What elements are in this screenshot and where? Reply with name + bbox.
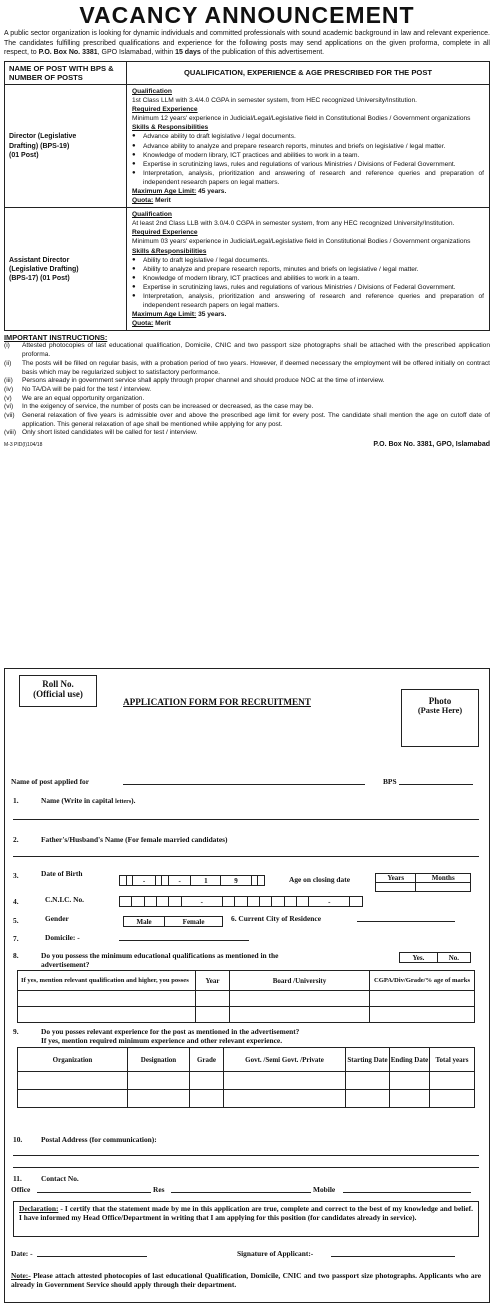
instruction-number: (ii) [4,359,12,367]
exp-header: Ending Date [390,1048,430,1072]
dob-digit[interactable] [120,876,127,886]
qualification-heading: Qualification [132,211,172,219]
office-label: Office [11,1185,31,1194]
dob-digit[interactable] [251,876,258,886]
instruction-text: In the exigency of service, the number of posts can be increased or decreased, as the case may be. [22,403,314,411]
table-row[interactable] [18,1007,475,1023]
declaration-label: Declaration: [19,1204,59,1213]
dob-digit[interactable] [162,876,169,886]
q10-number: 10. [13,1135,23,1144]
q8-number: 8. [13,951,19,960]
cnic-field[interactable] [119,896,363,907]
exp-header: Organization [18,1048,128,1072]
instruction-text: The posts will be filled on regular basis, with a probation period of two years. However, if deemed necessary the employment will be offered initially on contract basis which may be regularized subject to satisfactory performance. [22,359,490,376]
dob-separator: - [133,876,155,886]
instruction-number: (vi) [4,403,14,411]
dob-label: Date of Birth [41,869,83,878]
publication-code: M-3 PID(I)104/18 [4,442,43,449]
dob-digit-prefilled: 9 [221,876,251,886]
post-details-assistant-director [127,208,490,331]
experience-heading: Required Experience [132,106,198,114]
photo-label: Photo [428,696,452,706]
city-label: 6. Current City of Residence [231,914,321,923]
instruction-number: (iv) [4,385,14,393]
post-name-director [5,84,127,207]
gender-female-option[interactable]: Female [165,917,223,927]
intro-box-number: P.O. Box No. 3381 [38,49,98,57]
q1-text-end: ). [131,796,136,805]
edu-header: If yes, mention relevant qualification and higher, you posses [18,971,196,991]
skills-list [132,132,484,187]
edu-header: Board /University [230,971,370,991]
post-name-assistant-director [5,208,127,331]
gender-label: Gender [45,914,69,923]
experience-heading: Required Experience [132,229,198,237]
instruction-number: (viii) [4,429,17,437]
post-row-director [5,84,490,207]
list-item: ● Advance ability to draft legislative / legal documents. [132,132,484,141]
post-name-line: (01 Post) [9,151,39,159]
note-label: Note:- [11,1271,31,1280]
q2-label: Father's/Husband's Name (For female married candidates) [41,835,228,844]
q4-number: 4. [13,897,19,906]
intro-days: 15 days [175,49,201,57]
yes-option[interactable]: Yes. [400,953,438,963]
cnic-separator: - [309,897,350,907]
list-item [4,377,490,386]
list-item: ● Ability to analyze and prepare research reports, minutes and briefs on legislative / legal matter. [132,265,484,274]
experience-text: Minimum 12 years' experience in Judicial/Legal/Legislative field in Constitutional Bodies / Government organizations [132,115,471,123]
instruction-text: General relaxation of five years is admissible over and above the prescribed age limit for every post. The candidate shall mention the age on cutoff date of application. This general relaxation of age shall be mentioned while applying for any post. [22,412,490,428]
list-item: ● Expertise in scrutinizing laws, rules and regulations of various Ministries / Divisions of Federal Government. [132,160,484,169]
note-text: Please attach attested photocopies of last educational Qualification, Domicile, CNIC and two passport size photographs. Applicants who are already in Government Service should apply through their department. [11,1271,481,1289]
table-row[interactable] [18,991,475,1007]
signature-label: Signature of Applicant:- [237,1249,314,1258]
skills-heading: Skills &Responsibilities [132,247,207,255]
father-name-field[interactable] [13,856,479,857]
signature-field[interactable] [331,1256,455,1257]
instruction-number: (iii) [4,377,13,385]
intro-text-b: , GPO Islamabad, within [97,49,176,57]
qualification-text: 1st Class LLM with 3.4/4.0 CGPA in semester system, from HEC recognized University/Institution. [132,97,417,105]
exp-header: Total years [430,1048,475,1072]
months-cell[interactable] [416,883,471,892]
post-name-line: Assistant Director [9,256,70,264]
age-table [375,873,471,892]
q8-question: Do you possess the minimum educational qualifications as mentioned in the [41,951,279,960]
res-label: Res [153,1185,165,1194]
q5-number: 5. [13,916,19,925]
q9-number: 9. [13,1027,19,1036]
age-limit-value: 35 years. [196,311,227,319]
quota-value: Merit [153,197,171,205]
dob-field[interactable] [119,875,265,886]
ad-footer [4,440,490,450]
post-name-line: Drafting) (BPS-19) [9,142,70,150]
dob-digit-prefilled: 1 [191,876,221,886]
post-name-line: (BPS-17) (01 Post) [9,274,70,282]
name-field[interactable] [13,819,479,820]
posts-table [4,61,490,332]
instructions-list [4,342,490,438]
dob-digit[interactable] [258,876,265,886]
posts-table-header [5,61,490,84]
list-item: ● Interpretation, analysis, prioritization and answering of research and reference queries and preparation of independent research papers on legal matters. [132,292,484,310]
list-item: ● Knowledge of modern library, ICT practices and abilities to work in a team. [132,151,484,160]
q1-text-small: letters [115,799,132,805]
list-item: ● Expertise in scrutinizing laws, rules and regulations of various Ministries / Divisions of Federal Government. [132,283,484,292]
q11-number: 11. [13,1174,22,1183]
q8-question-cont: advertisement? [41,960,90,969]
instruction-text: Attested photocopies of last educational qualification, Domicile, CNIC and two passport size photographs shall be attached with the prescribed application proforma. [22,342,490,359]
list-item [4,386,490,395]
post-row-assistant-director [5,208,490,331]
post-applied-field[interactable] [123,784,365,785]
list-item: ● Ability to draft legislative / legal documents. [132,256,484,265]
dob-digit[interactable] [155,876,162,886]
mobile-field[interactable] [343,1192,471,1193]
years-cell[interactable] [376,883,416,892]
list-item [4,403,490,412]
list-item [4,429,490,438]
no-option[interactable]: No. [437,953,470,963]
q1-number: 1. [13,796,19,805]
form-note [11,1271,481,1289]
q3-number: 3. [13,871,19,880]
intro-text-c: of the publication of this advertisement. [200,49,325,57]
city-field[interactable] [357,921,455,922]
post-details-director [127,84,490,207]
list-item [4,395,490,404]
experience-text: Minimum 03 years' experience in Judicial/Legal/Legislative field in Constitutional Bodies / Government organizations [132,238,471,246]
q9-question: Do you posses relevant experience for the post as mentioned in the advertisement? [41,1027,300,1036]
skills-heading: Skills & Responsibilities [132,124,209,132]
q7-number: 7. [13,934,19,943]
exp-header: Starting Date [346,1048,390,1072]
q1-text: Name (Write in capital [41,796,116,805]
mobile-label: Mobile [313,1185,336,1194]
quota-label: Quota: [132,320,154,328]
age-limit [132,187,484,196]
bps-label: BPS [383,777,397,786]
q1-label [41,796,135,805]
quota [132,196,484,205]
postal-address-field-2[interactable] [13,1167,479,1168]
education-table [17,970,475,1023]
office-field[interactable] [37,1192,151,1193]
official-use-label: (Official use) [33,689,83,699]
intro-text-a: A public sector organization is looking for dynamic individuals and committed professionals with sound academic background in law and relevant experience. The candidates fulfilling prescribed qualifications and experience for the following posts may send applications on the given proforma, complete in all respect, to [4,30,490,57]
photo-box [401,689,479,747]
age-limit [132,310,484,319]
domicile-label: Domicile: - [45,933,80,942]
declaration-text: - I certify that the statement made by me in this application are true, complete and correct to the best of my knowledge and belief. I have informed my Head Office/Department in writing that I am applying for this position (for candidates already in service). [19,1204,473,1222]
exp-header: Designation [128,1048,190,1072]
qualification-heading: Qualification [132,87,172,95]
skills-list [132,256,484,311]
page-title: VACANCY ANNOUNCEMENT [79,2,415,28]
q9-question-cont: If yes, mention required minimum experience and other relevant experience. [41,1036,283,1045]
col-qualification-header: QUALIFICATION, EXPERIENCE & AGE PRESCRIBED FOR THE POST [127,61,490,84]
date-field[interactable] [37,1256,147,1257]
list-item: ● Advance ability to analyze and prepare research reports, minutes and briefs on legislative / legal matter. [132,142,484,151]
post-applied-label: Name of post applied for [11,777,90,786]
quota-value: Merit [153,320,171,328]
dob-separator: - [169,876,191,886]
edu-header: CGPA/Div/Grade/% age of marks [370,971,475,991]
cnic-label: C.N.I.C. No. [45,895,85,904]
instructions-title: IMPORTANT INSTRUCTIONS: [4,333,108,343]
list-item: ● Knowledge of modern library, ICT practices and abilities to work in a team. [132,274,484,283]
exp-header: Govt. /Semi Govt. /Private [224,1048,346,1072]
months-header: Months [416,874,471,883]
application-form [4,668,490,1303]
instruction-number: (i) [4,342,10,350]
date-label: Date: - [11,1249,33,1258]
roll-number-label: Roll No. [42,679,74,689]
q2-number: 2. [13,835,19,844]
dob-digit[interactable] [126,876,133,886]
gender-male-option[interactable]: Male [124,917,165,927]
cnic-separator: - [181,897,222,907]
contact-label: Contact No. [41,1174,79,1183]
age-limit-label: Maximum Age Limit: [132,311,197,319]
instruction-number: (vii) [4,412,15,420]
instruction-text: Persons already in government service shall apply through proper channel and should produce NOC at the time of interview. [22,377,385,385]
paste-here-label: (Paste Here) [417,706,463,715]
q8-yes-no [399,952,471,963]
edu-header: Year [196,971,230,991]
gender-options [123,916,223,927]
form-heading: APPLICATION FORM FOR RECRUITMENT [123,697,311,707]
roll-number-box [19,675,97,707]
years-header: Years [376,874,416,883]
instruction-text: No TA/DA will be paid for the test / interview. [22,385,152,393]
quota [132,319,484,328]
age-limit-value: 45 years. [196,188,227,195]
post-name-line: Director (Legislative [9,133,77,141]
col-post-header: NAME OF POST WITH BPS & NUMBER OF POSTS [5,61,127,84]
qualification-text: At least 2nd Class LLB with 3.0/4.0 CGPA in semester system, from any HEC recognized University/Institution. [132,220,455,228]
declaration-box [13,1201,479,1237]
quota-label: Quota: [132,197,154,205]
experience-table [17,1047,475,1108]
postal-address: P.O. Box No. 3381, GPO, Islamabad [373,441,490,449]
list-item [4,342,490,359]
intro-paragraph [4,29,490,58]
table-row[interactable] [18,1072,475,1090]
instruction-text: Only short listed candidates will be called for test / interview. [22,429,198,437]
res-field[interactable] [171,1192,311,1193]
exp-header: Grade [190,1048,224,1072]
instruction-text: We are an equal opportunity organization. [22,394,145,402]
domicile-field[interactable] [119,940,249,941]
post-name-line: (Legislative Drafting) [9,265,79,273]
list-item [4,360,490,377]
bps-field[interactable] [399,784,473,785]
age-closing-label: Age on closing date [289,875,350,884]
age-limit-label: Maximum Age Limit: [132,188,197,195]
list-item [4,412,490,429]
postal-address-field[interactable] [13,1155,479,1156]
instruction-number: (v) [4,394,12,402]
postal-address-label: Postal Address (for communication): [41,1135,157,1144]
list-item: ● Interpretation, analysis, prioritization and answering of research and reference queries and preparation of independent research papers on legal matters. [132,169,484,187]
table-row[interactable] [18,1090,475,1108]
